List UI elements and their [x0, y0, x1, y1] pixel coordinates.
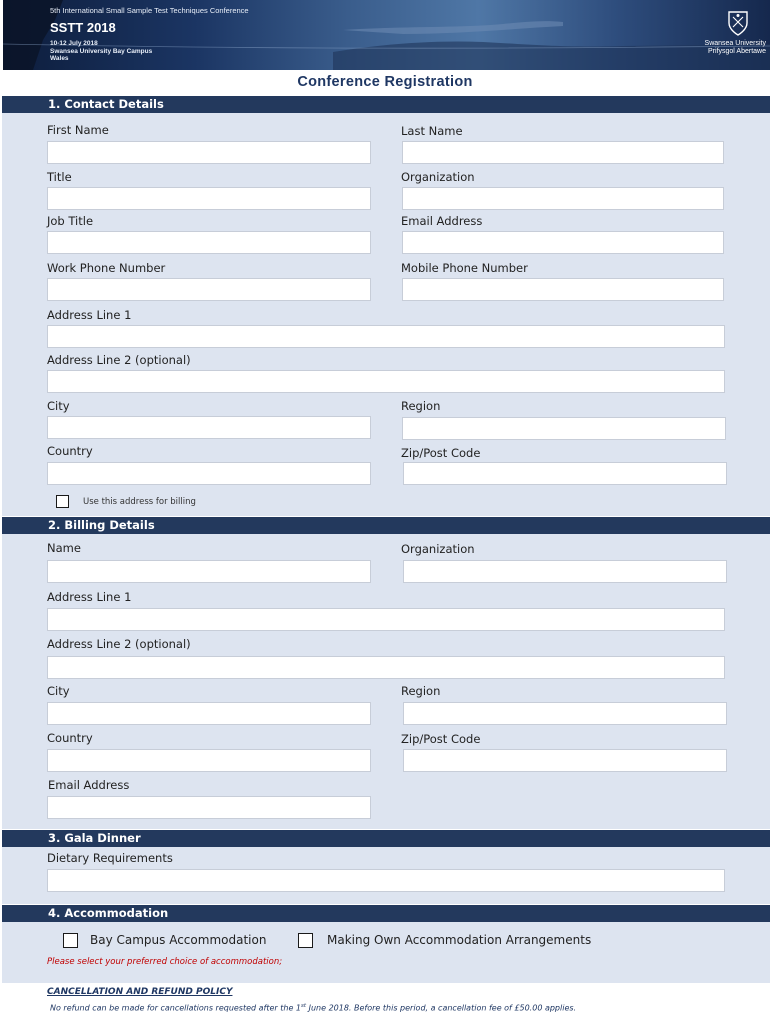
conference-country: Wales	[50, 55, 69, 62]
billing-zip-label: Zip/Post Code	[401, 732, 481, 746]
email-label: Email Address	[401, 214, 483, 228]
use-billing-label: Use this address for billing	[83, 497, 196, 507]
conference-acronym: SSTT 2018	[50, 20, 116, 35]
billing-address2-label: Address Line 2 (optional)	[47, 637, 191, 651]
city-field[interactable]	[47, 416, 371, 439]
billing-zip-field[interactable]	[403, 749, 727, 772]
mobile-phone-field[interactable]	[402, 278, 724, 301]
billing-address1-field[interactable]	[47, 608, 725, 631]
page-title: Conference Registration	[297, 74, 473, 90]
last-name-label: Last Name	[401, 124, 463, 138]
address2-field[interactable]	[47, 370, 725, 393]
section-accommodation-title: 4. Accommodation	[48, 906, 169, 920]
use-billing-checkbox[interactable]	[56, 495, 69, 508]
job-title-field[interactable]	[47, 231, 371, 254]
title-field[interactable]	[47, 187, 371, 210]
billing-name-label: Name	[47, 541, 81, 555]
country-field[interactable]	[47, 462, 371, 485]
section-gala-header	[2, 830, 770, 847]
last-name-field[interactable]	[402, 141, 724, 164]
billing-email-field[interactable]	[47, 796, 371, 819]
work-phone-field[interactable]	[47, 278, 371, 301]
billing-name-field[interactable]	[47, 560, 371, 583]
address1-field[interactable]	[47, 325, 725, 348]
first-name-label: First Name	[47, 123, 109, 137]
billing-country-label: Country	[47, 731, 93, 745]
email-field[interactable]	[402, 231, 724, 254]
billing-region-label: Region	[401, 684, 441, 698]
university-name-en: Swansea University	[704, 40, 766, 47]
university-name-cy: Prifysgol Abertawe	[708, 48, 766, 55]
job-title-label: Job Title	[47, 214, 94, 228]
university-crest-icon	[726, 9, 750, 37]
section-billing-title: 2. Billing Details	[48, 518, 155, 532]
billing-organization-field[interactable]	[403, 560, 727, 583]
first-name-field[interactable]	[47, 141, 371, 164]
billing-city-label: City	[47, 684, 70, 698]
own-arrangements-label: Making Own Accommodation Arrangements	[327, 933, 592, 947]
section-contact-header	[2, 96, 770, 113]
billing-city-field[interactable]	[47, 702, 371, 725]
policy-superscript: st	[301, 1003, 307, 1009]
organization-label: Organization	[401, 170, 475, 184]
conference-date: 10-12 July 2018	[50, 40, 98, 47]
section-contact-title: 1. Contact Details	[48, 97, 164, 111]
header-banner	[3, 0, 770, 70]
section-billing-header	[2, 517, 770, 534]
region-field[interactable]	[402, 417, 726, 440]
conference-name: 5th International Small Sample Test Techniques Conference	[50, 6, 249, 15]
zip-field[interactable]	[403, 462, 727, 485]
billing-country-field[interactable]	[47, 749, 371, 772]
organization-field[interactable]	[402, 187, 724, 210]
work-phone-label: Work Phone Number	[47, 261, 166, 275]
address2-label: Address Line 2 (optional)	[47, 353, 191, 367]
mobile-phone-label: Mobile Phone Number	[401, 261, 528, 275]
address1-label: Address Line 1	[47, 308, 132, 322]
country-label: Country	[47, 444, 93, 458]
bay-campus-checkbox[interactable]	[63, 933, 78, 948]
university-name	[705, 40, 766, 56]
section-accommodation-area	[2, 922, 770, 983]
billing-email-label: Email Address	[48, 778, 130, 792]
title-label: Title	[47, 170, 72, 184]
section-accommodation-header	[2, 905, 770, 922]
accommodation-note: Please select your preferred choice of accommodation;	[47, 957, 283, 967]
own-arrangements-checkbox[interactable]	[298, 933, 313, 948]
billing-address1-label: Address Line 1	[47, 590, 132, 604]
dietary-field[interactable]	[47, 869, 725, 892]
region-label: Region	[401, 399, 441, 413]
billing-region-field[interactable]	[403, 702, 727, 725]
policy-text-before: No refund can be made for cancellations requested after the 1	[50, 1003, 302, 1013]
zip-label: Zip/Post Code	[401, 446, 481, 460]
conference-details	[50, 40, 152, 63]
cancellation-policy-text	[50, 1003, 576, 1013]
city-label: City	[47, 399, 70, 413]
billing-organization-label: Organization	[401, 542, 475, 556]
cancellation-policy-heading: CANCELLATION AND REFUND POLICY	[47, 987, 233, 997]
policy-text-after: June 2018. Before this period, a cancellation fee of £50.00 applies.	[306, 1003, 577, 1013]
bay-campus-label: Bay Campus Accommodation	[90, 933, 267, 947]
conference-venue: Swansea University Bay Campus	[50, 47, 153, 55]
section-gala-title: 3. Gala Dinner	[48, 831, 141, 845]
billing-address2-field[interactable]	[47, 656, 725, 679]
dietary-label: Dietary Requirements	[47, 851, 173, 865]
